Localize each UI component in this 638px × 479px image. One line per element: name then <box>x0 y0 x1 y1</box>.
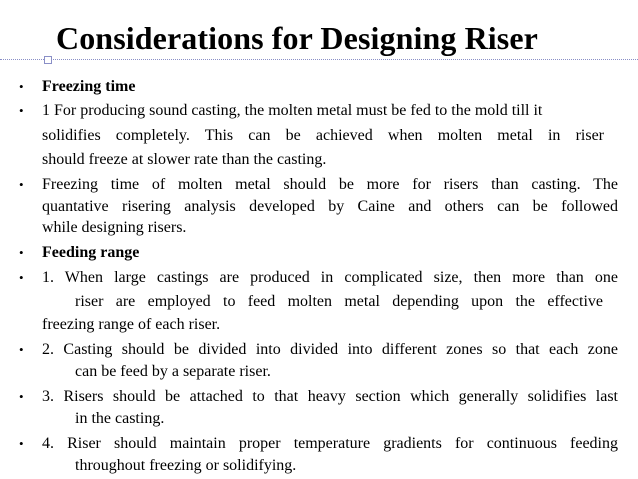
title-underline-rule <box>0 59 638 60</box>
bullet-text-line: 3. Risers should be attached to that heavy section which generally solidifies last <box>42 388 618 405</box>
bullet-text-line: solidifies completely. This can be achieved when molten metal in riser <box>42 127 604 144</box>
bullet-text-line: 1 For producing sound casting, the molten metal must be fed to the mold till it <box>42 102 543 119</box>
bullet-text-line: 1. When large castings are produced in complicated size, then more than one <box>42 269 618 286</box>
bullet-heading-freezing-time: Freezing time <box>42 78 136 95</box>
bullet-dot-icon: • <box>19 270 24 285</box>
bullet-dot-icon: • <box>19 389 24 404</box>
bullet-text-line: riser are employed to feed molten metal depending upon the effective <box>75 293 603 310</box>
bullet-text-line: 2. Casting should be divided into divided into different zones so that each zone <box>42 341 618 358</box>
bullet-text-line: can be feed by a separate riser. <box>75 363 271 380</box>
bullet-dot-icon: • <box>19 79 24 94</box>
bullet-dot-icon: • <box>19 103 24 118</box>
bullet-dot-icon: • <box>19 342 24 357</box>
bullet-text-line: should freeze at slower rate than the casting. <box>42 151 327 168</box>
bullet-dot-icon: • <box>19 436 24 451</box>
bullet-text-line: freezing range of each riser. <box>42 316 221 333</box>
bullet-text-line: 4. Riser should maintain proper temperature gradients for continuous feeding <box>42 435 618 452</box>
bullet-text-line: in the casting. <box>75 410 165 427</box>
bullet-text-line: quantative risering analysis developed by Caine and others can be followed <box>42 198 618 215</box>
bullet-text-line: while designing risers. <box>42 219 187 236</box>
bullet-text-line: Freezing time of molten metal should be more for risers than casting. The <box>42 176 618 193</box>
bullet-text-line: throughout freezing or solidifying. <box>75 457 297 474</box>
bullet-heading-feeding-range: Feeding range <box>42 244 140 261</box>
bullet-dot-icon: • <box>19 177 24 192</box>
bullet-dot-icon: • <box>19 245 24 260</box>
slide-title: Considerations for Designing Riser <box>56 20 538 56</box>
title-square-marker-icon <box>44 56 52 64</box>
